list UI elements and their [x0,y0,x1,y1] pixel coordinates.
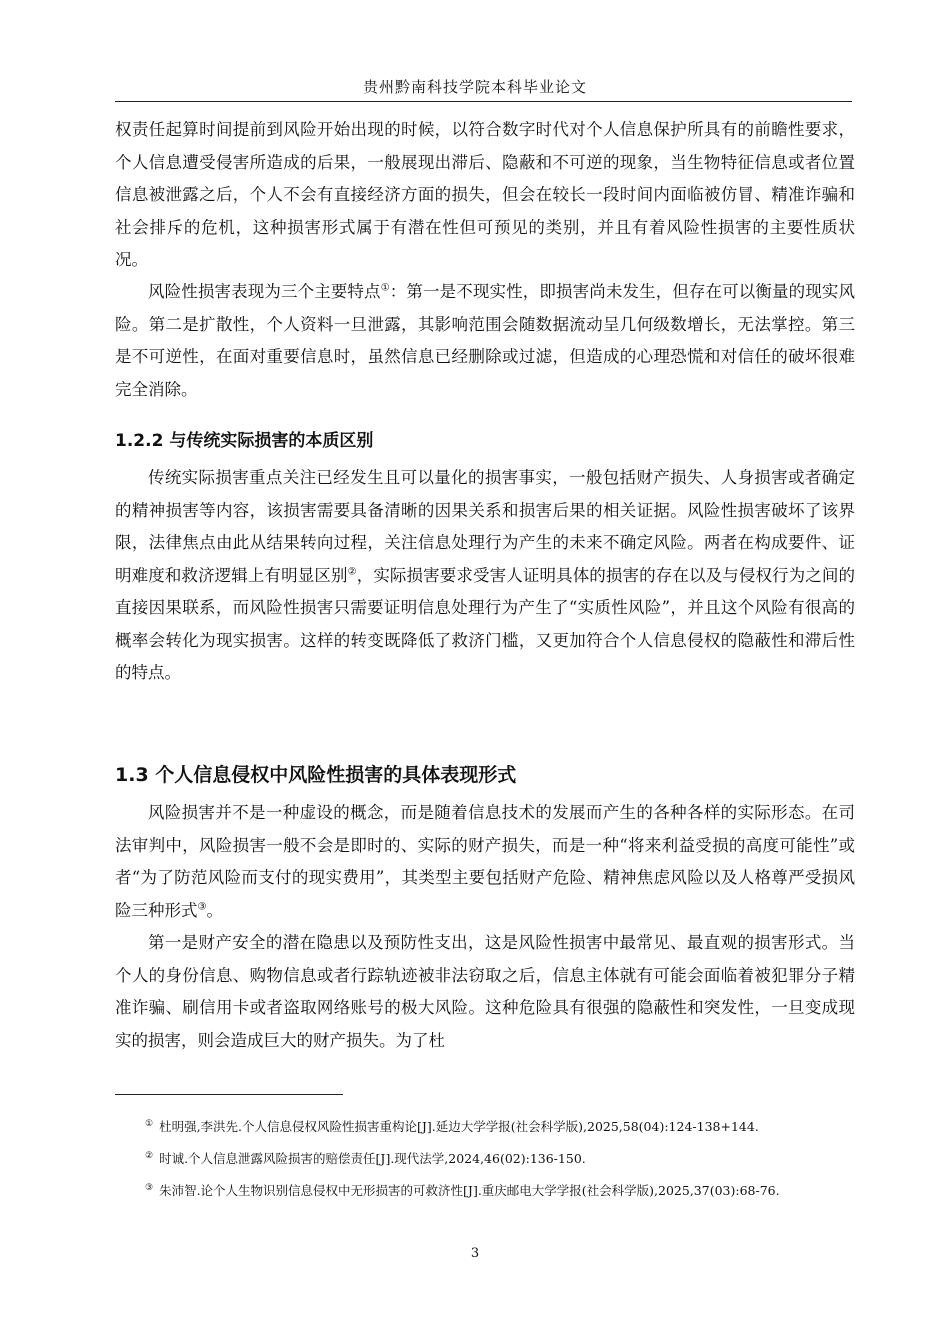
footnote-ref-3[interactable]: ③ [197,901,207,912]
header-rule [115,101,852,102]
paragraph-3-text-b: ，实际损害要求受害人证明具体的损害的存在以及与侵权行为之间的直接因果联系，而风险性损害只需要证明信息处理行为产生了“实质性风险”，并且这个风险有很高的概率会转化为现实损害。这样的转变既降低了救济门槛，又更加符合个人信息侵权的隐蔽性和滞后性的特点。 [115,565,856,682]
section-heading-1-3: 1.3 个人信息侵权中风险性损害的具体表现形式 [115,764,517,786]
paragraph-2 [115,276,855,406]
paragraph-4-text-b: 。 [206,900,223,920]
paragraph-3-text-a: 传统实际损害重点关注已经发生且可以量化的损害事实，一般包括财产损失、人身损害或者确定的精神损害等内容，该损害需要具备清晰的因果关系和损害后果的相关证据。风险性损害破坏了该界限，法律焦点由此从结果转向过程，关注信息处理行为产生的未来不确定风险。两者在构成要件、证明难度和救济逻辑上有明显区别 [115,468,855,585]
paragraph-4-text-a: 风险损害并不是一种虚设的概念，而是随着信息技术的发展而产生的各种各样的实际形态。在司法审判中，风险损害一般不会是即时的、实际的财产损失，而是一种“将来利益受损的高度可能性”或者“为了防范风险而支付的现实费用”，其类型主要包括财产危险、精神焦虑风险以及人格尊严受损风险三种形式 [115,803,855,920]
footnote-1 [145,1110,855,1141]
paragraph-5: 第一是财产安全的潜在隐患以及预防性支出，这是风险性损害中最常见、最直观的损害形式。当个人的身份信息、购物信息或者行踪轨迹被非法窃取之后，信息主体就有可能会面临着被犯罪分子精准诈骗、刷信用卡或者盗取网络账号的极大风险。这种危险具有很强的隐蔽性和突发性，一旦变成现实的损害，则会造成巨大的财产损失。为了杜 [115,933,855,1050]
footnote-ref-1[interactable]: ① [380,282,390,294]
paragraph-2-text-a: 风险性损害表现为三个主要特点 [148,282,381,301]
footnote-text: 杜明强,李洪先.个人信息侵权风险性损害重构论[J].延边大学学报(社会科学版),2025,58(04):124-138+144. [159,1119,759,1135]
footnote-mark: ③ [145,1183,154,1193]
footnote-ref-2[interactable]: ② [347,566,357,577]
paragraph-3 [115,462,855,690]
footnote-3 [115,1174,855,1205]
footnote-text: 朱沛智.论个人生物识别信息侵权中无形损害的可救济性[J].重庆邮电大学学报(社会科学版),2025,37(03):68-76. [159,1183,780,1199]
footnote-mark: ② [145,1151,154,1161]
paragraph-1: 权责任起算时间提前到风险开始出现的时候，以符合数字时代对个人信息保护所具有的前瞻性要求，个人信息遭受侵害所造成的后果，一般展现出滞后、隐蔽和不可逆的现象，当生物特征信息或者位置信息被泄露之后，个人不会有直接经济方面的损失，但会在较长一段时间内面临被仿冒、精准诈骗和社会排斥的危机，这种损害形式属于有潜在性但可预见的类别，并且有着风险性损害的主要性质状况。 [115,120,855,269]
section-heading-1-2-2: 1.2.2 与传统实际损害的本质区别 [115,431,374,451]
footnote-mark: ① [145,1119,154,1129]
paragraph-4 [115,797,855,927]
page-header: 贵州黔南科技学院本科毕业论文 [362,78,587,96]
page-number: 3 [470,1246,480,1261]
footnote-text: 时诚.个人信息泄露风险损害的赔偿责任[J].现代法学,2024,46(02):136-150. [159,1151,586,1167]
footnote-rule [115,1094,343,1095]
footnote-2 [145,1142,855,1173]
paragraph-2-text-b: ：第一是不现实性，即损害尚未发生，但存在可以衡量的现实风险。第二是扩散性，个人资料一旦泄露，其影响范围会随数据流动呈几何级数增长，无法掌控。第三是不可逆性，在面对重要信息时，虽然信息已经删除或过滤，但造成的心理恐慌和对信任的破坏很难完全消除。 [115,282,856,399]
